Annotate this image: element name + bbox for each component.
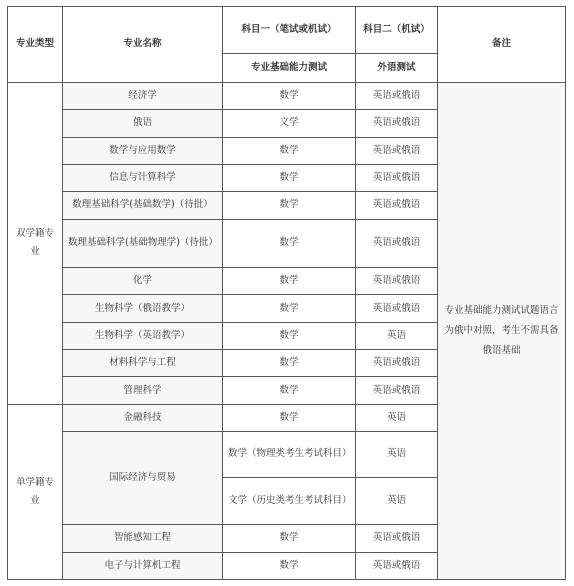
major-name-cell: 数学与应用数学 xyxy=(63,137,223,164)
major-name-cell: 数理基础科学(基础物理学)（待批） xyxy=(63,219,223,268)
remarks-cell: 专业基础能力测试试题语言为俄中对照，考生不需具备俄语基础 xyxy=(438,82,566,579)
major-type-cell: 双学籍专业 xyxy=(8,82,63,404)
subject-two-cell: 英语或俄语 xyxy=(356,377,438,404)
subject-two-cell: 英语或俄语 xyxy=(356,350,438,377)
subject-one-cell: 文学 xyxy=(223,110,356,137)
subject-one-cell: 数学 xyxy=(223,552,356,579)
subject-one-cell: 数学 xyxy=(223,164,356,191)
major-type-cell: 单学籍专业 xyxy=(8,404,63,579)
subject-one-cell: 数学 xyxy=(223,82,356,109)
subject-two-cell: 英语或俄语 xyxy=(356,137,438,164)
subject-one-cell: 数学 xyxy=(223,192,356,219)
header-remarks: 备注 xyxy=(438,7,566,83)
subject-one-cell: 数学 xyxy=(223,525,356,552)
subject-one-cell: 数学 xyxy=(223,219,356,268)
subject-one-cell: 文学（历史类考生考试科目） xyxy=(223,477,356,525)
subject-two-cell: 英语 xyxy=(356,322,438,349)
major-name-cell: 国际经济与贸易 xyxy=(63,432,223,525)
subject-one-cell: 数学 xyxy=(223,137,356,164)
major-name-cell: 化学 xyxy=(63,268,223,295)
header-subject-one: 科目一（笔试或机试） xyxy=(223,7,356,54)
subject-two-cell: 英语或俄语 xyxy=(356,110,438,137)
subject-two-cell: 英语 xyxy=(356,404,438,431)
table-row xyxy=(8,82,566,109)
subject-one-cell: 数学 xyxy=(223,350,356,377)
subject-one-cell: 数学（物理类考生考试科目） xyxy=(223,432,356,478)
subject-two-cell: 英语 xyxy=(356,477,438,525)
subject-one-cell: 数学 xyxy=(223,268,356,295)
subject-two-cell: 英语 xyxy=(356,432,438,478)
subject-two-cell: 英语或俄语 xyxy=(356,525,438,552)
subject-one-cell: 数学 xyxy=(223,377,356,404)
subject-two-cell: 英语或俄语 xyxy=(356,192,438,219)
subject-two-cell: 英语或俄语 xyxy=(356,164,438,191)
major-name-cell: 金融科技 xyxy=(63,404,223,431)
subject-two-cell: 英语或俄语 xyxy=(356,295,438,322)
major-name-cell: 经济学 xyxy=(63,82,223,109)
header-row xyxy=(8,7,566,54)
major-name-cell: 信息与计算科学 xyxy=(63,164,223,191)
major-name-cell: 材料科学与工程 xyxy=(63,350,223,377)
major-name-cell: 智能感知工程 xyxy=(63,525,223,552)
subject-two-cell: 英语或俄语 xyxy=(356,552,438,579)
subject-one-cell: 数学 xyxy=(223,404,356,431)
header-major-name: 专业名称 xyxy=(63,7,223,83)
subheader-subject-two: 外语测试 xyxy=(356,53,438,82)
subject-two-cell: 英语或俄语 xyxy=(356,82,438,109)
major-name-cell: 俄语 xyxy=(63,110,223,137)
major-name-cell: 管理科学 xyxy=(63,377,223,404)
subject-two-cell: 英语或俄语 xyxy=(356,268,438,295)
header-subject-two: 科目二（机试） xyxy=(356,7,438,54)
major-name-cell: 数理基础科学(基础数学)（待批） xyxy=(63,192,223,219)
exam-subjects-table xyxy=(7,6,566,580)
major-name-cell: 生物科学（英语教学） xyxy=(63,322,223,349)
major-name-cell: 生物科学（俄语教学） xyxy=(63,295,223,322)
subject-two-cell: 英语或俄语 xyxy=(356,219,438,268)
subheader-subject-one: 专业基础能力测试 xyxy=(223,53,356,82)
header-major-type: 专业类型 xyxy=(8,7,63,83)
subject-one-cell: 数学 xyxy=(223,295,356,322)
subject-one-cell: 数学 xyxy=(223,322,356,349)
major-name-cell: 电子与计算机工程 xyxy=(63,552,223,579)
